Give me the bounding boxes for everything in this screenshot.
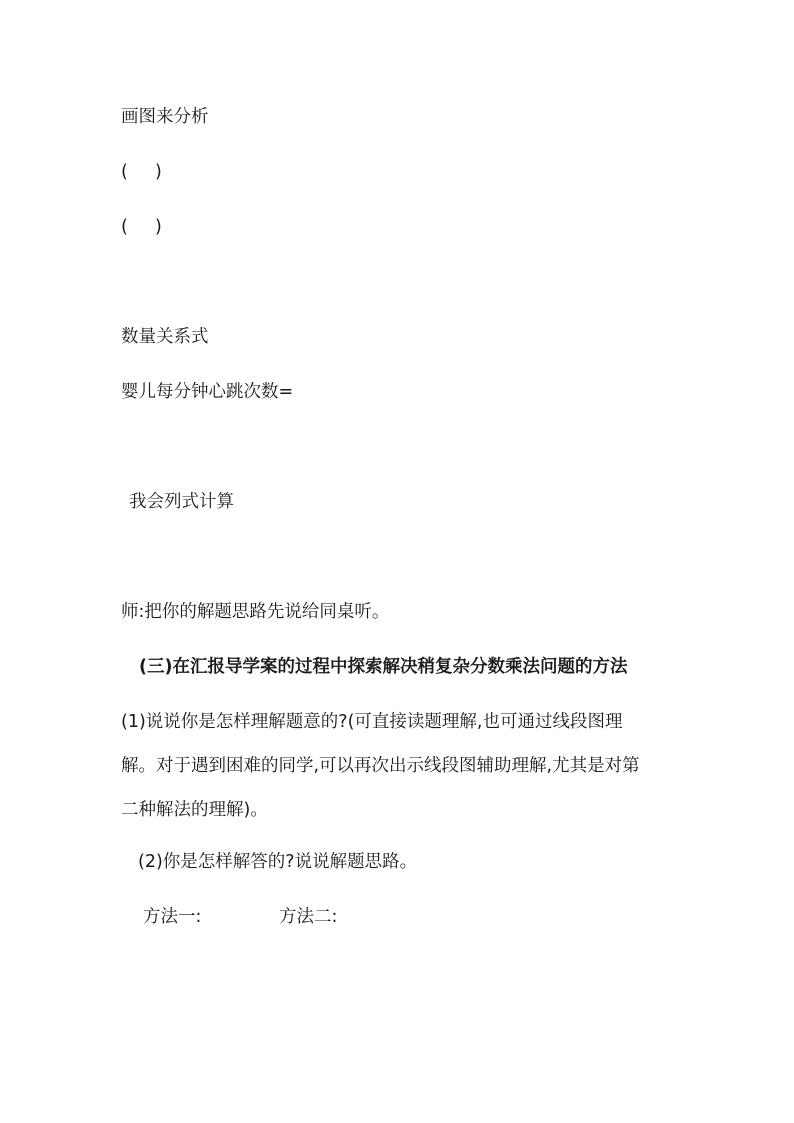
blank-2-close-paren: ) bbox=[155, 217, 162, 237]
method-one-label: 方法一: bbox=[143, 907, 202, 927]
blank-1-open-paren: ( bbox=[121, 162, 128, 182]
item-2: (2)你是怎样解答的?说说解题思路。 bbox=[138, 852, 418, 872]
section-three-title: (三)在汇报导学案的过程中探索解决稍复杂分数乘法问题的方法 bbox=[139, 657, 628, 677]
blank-1-close-paren: ) bbox=[155, 162, 162, 182]
blank-2-open-paren: ( bbox=[121, 217, 128, 237]
relation-formula: 婴儿每分钟心跳次数= bbox=[121, 382, 294, 402]
heading-calculation: 我会列式计算 bbox=[129, 492, 234, 512]
answer-blank-1 bbox=[121, 161, 165, 183]
method-two-label: 方法二: bbox=[279, 907, 338, 927]
teacher-instruction: 师:把你的解题思路先说给同桌听。 bbox=[121, 602, 390, 622]
item-1-line-3: 二种解法的理解)。 bbox=[121, 800, 268, 820]
item-1-line-2: 解。对于遇到困难的同学,可以再次出示线段图辅助理解,尤其是对第 bbox=[121, 756, 640, 776]
heading-quantity-relation: 数量关系式 bbox=[121, 327, 209, 347]
item-1-line-1: (1)说说你是怎样理解题意的?(可直接读题理解,也可通过线段图理 bbox=[121, 712, 623, 732]
heading-analysis: 画图来分析 bbox=[121, 107, 209, 127]
answer-blank-2 bbox=[121, 216, 165, 238]
